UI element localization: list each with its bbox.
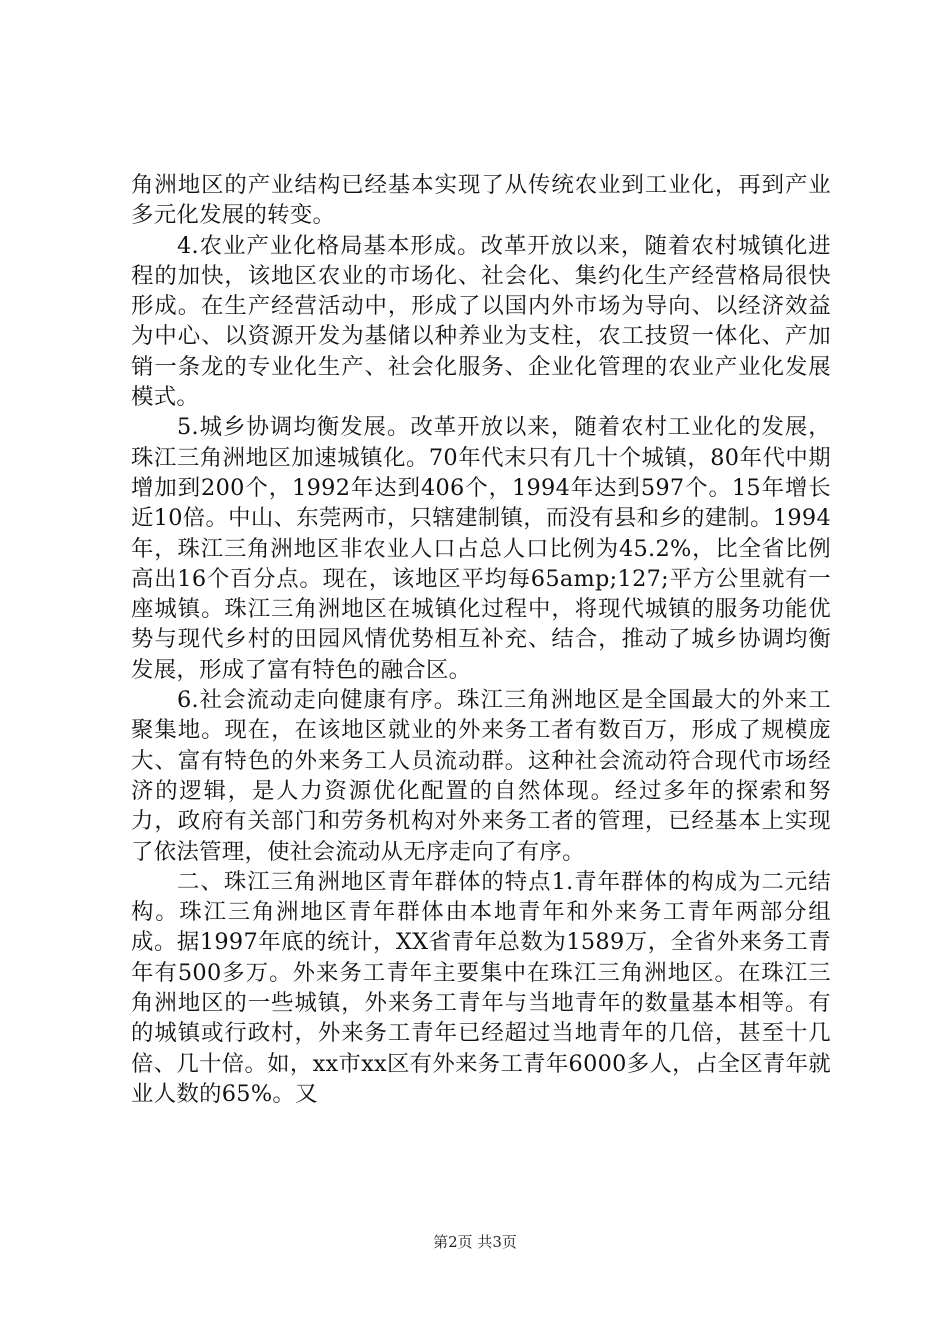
page-footer: 第2页 共3页	[433, 1233, 517, 1251]
document-body	[131, 170, 831, 1109]
paragraph-agriculture-industrialization: 4.农业产业化格局基本形成。改革开放以来，随着农村城镇化进程的加快，该地区农业的市场化、社会化、集约化生产经营格局很快形成。在生产经营活动中，形成了以国内外市场为导向、以经济效益为中心、以资源开发为基储以种养业为支柱，农工技贸一体化、产加销一条龙的专业化生产、社会化服务、企业化管理的农业产业化发展模式。	[131, 232, 831, 411]
paragraph-social-mobility: 6.社会流动走向健康有序。珠江三角洲地区是全国最大的外来工聚集地。现在，在该地区就业的外来务工者有数百万，形成了规模庞大、富有特色的外来务工人员流动群。这种社会流动符合现代市场经济的逻辑，是人力资源优化配置的自然体现。经过多年的探索和努力，政府有关部门和劳务机构对外来务工者的管理，已经基本上实现了依法管理，使社会流动从无序走向了有序。	[131, 687, 831, 865]
paragraph-urban-rural-development: 5.城乡协调均衡发展。改革开放以来，随着农村工业化的发展，珠江三角洲地区加速城镇化。70年代末只有几十个城镇，80年代中期增加到200个，1992年达到406个，1994年达到597个。15年增长近10倍。中山、东莞两市，只辖建制镇，而没有县和乡的建制。1994年，珠江三角洲地区非农业人口占总人口比例为45.2%，比全省比例高出16个百分点。现在，该地区平均每65amp;127;平方公里就有一座城镇。珠江三角洲地区在城镇化过程中，将现代城镇的服务功能优势与现代乡村的田园风情优势相互补充、结合，推动了城乡协调均衡发展，形成了富有特色的融合区。	[131, 414, 831, 683]
paragraph-youth-group-characteristics: 二、珠江三角洲地区青年群体的特点1.青年群体的构成为二元结构。珠江三角洲地区青年群体由本地青年和外来务工青年两部分组成。据1997年底的统计，XX省青年总数为1589万，全省外来务工青年有500多万。外来务工青年主要集中在珠江三角洲地区。在珠江三角洲地区的一些城镇，外来务工青年与当地青年的数量基本相等。有的城镇或行政村，外来务工青年已经超过当地青年的几倍，甚至十几倍、几十倍。如，xx市xx区有外来务工青年6000多人，占全区青年就业人数的65%。又	[131, 868, 831, 1107]
paragraph-continuation: 角洲地区的产业结构已经基本实现了从传统农业到工业化，再到产业多元化发展的转变。	[131, 172, 831, 229]
